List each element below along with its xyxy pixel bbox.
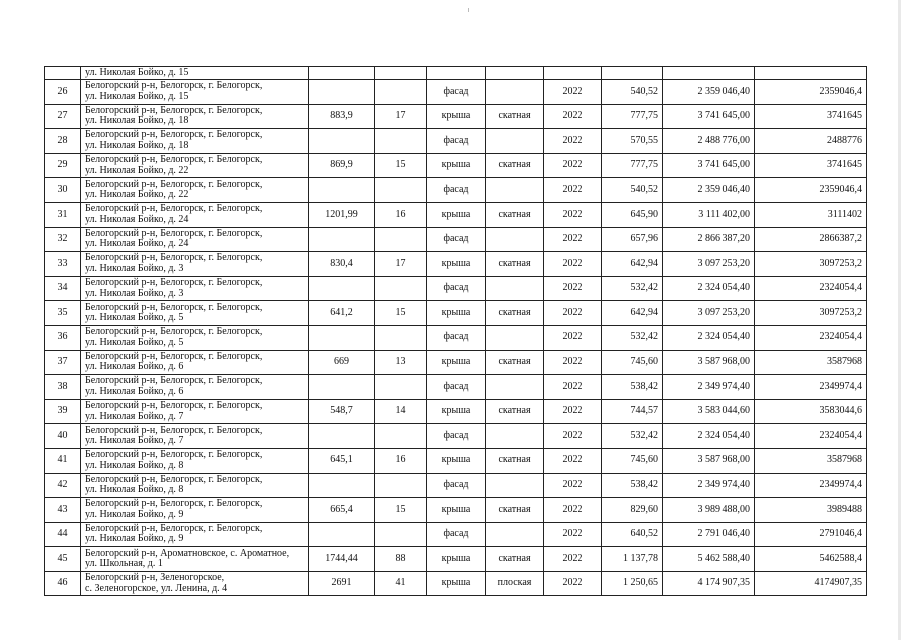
element-cell: фасад [427,325,486,350]
unit-price-cell: 540,52 [602,80,663,105]
table-row [45,104,867,129]
sum-cell: 4174907,35 [755,571,867,596]
unit-price-cell: 642,94 [602,301,663,326]
area-cell [309,276,375,301]
area-cell [309,473,375,498]
address-cell [81,202,309,227]
unit-price-cell: 540,52 [602,178,663,203]
address-cell [81,227,309,252]
address-line-2: ул. Николая Бойко, д. 24 [85,213,189,225]
roof-type-cell [486,424,544,449]
table-row [45,498,867,523]
year-cell: 2022 [544,399,602,424]
total-cost-cell: 3 097 253,20 [663,252,755,277]
unit-price-cell: 532,42 [602,276,663,301]
address-line-2: ул. Николая Бойко, д. 5 [85,336,184,348]
floors-cell: 15 [375,301,427,326]
total-cost-cell: 2 324 054,40 [663,424,755,449]
table-row [45,424,867,449]
total-cost-cell: 3 741 645,00 [663,153,755,178]
area-cell: 869,9 [309,153,375,178]
address-line-2: ул. Николая Бойко, д. 3 [85,287,184,299]
element-cell: фасад [427,129,486,154]
address-cell [81,153,309,178]
total-cost-cell: 3 989 488,00 [663,498,755,523]
unit-price-cell: 745,60 [602,448,663,473]
row-number: 30 [45,178,81,203]
address-cell [81,104,309,129]
unit-price-cell: 570,55 [602,129,663,154]
address-cell [81,325,309,350]
table-row [45,301,867,326]
address-cell [81,547,309,572]
total-cost-cell: 3 587 968,00 [663,350,755,375]
address-cell [81,571,309,596]
element-cell: фасад [427,80,486,105]
address-line-2: ул. Николая Бойко, д. 18 [85,139,189,151]
address-line-1: Белогорский р-н, Белогорск, г. Белогорск, [85,301,263,313]
total-cost-cell: 3 741 645,00 [663,104,755,129]
table-row [45,547,867,572]
scan-mark [468,8,469,12]
total-cost-cell: 2 488 776,00 [663,129,755,154]
sum-cell: 5462588,4 [755,547,867,572]
total-cost-cell: 3 587 968,00 [663,448,755,473]
sum-cell: 2324054,4 [755,325,867,350]
year-cell: 2022 [544,375,602,400]
row-number: 44 [45,522,81,547]
area-cell: 548,7 [309,399,375,424]
floors-cell [375,67,427,80]
address-cell [81,67,309,80]
unit-price-cell: 538,42 [602,473,663,498]
floors-cell: 17 [375,252,427,277]
total-cost-cell: 4 174 907,35 [663,571,755,596]
address-line-2: ул. Николая Бойко, д. 6 [85,385,184,397]
sum-cell: 2324054,4 [755,424,867,449]
row-number: 35 [45,301,81,326]
floors-cell: 13 [375,350,427,375]
area-cell [309,325,375,350]
floors-cell [375,276,427,301]
unit-price-cell: 777,75 [602,153,663,178]
element-cell: крыша [427,547,486,572]
address-cell [81,178,309,203]
row-number: 36 [45,325,81,350]
total-cost-cell: 2 349 974,40 [663,473,755,498]
address-cell [81,252,309,277]
element-cell: крыша [427,571,486,596]
row-number: 33 [45,252,81,277]
unit-price-cell: 642,94 [602,252,663,277]
element-cell [427,67,486,80]
floors-cell [375,375,427,400]
unit-price-cell: 532,42 [602,424,663,449]
sum-cell: 2359046,4 [755,178,867,203]
address-line-2: ул. Николая Бойко, д. 15 [85,66,189,78]
address-line-1: Белогорский р-н, Белогорск, г. Белогорск, [85,498,263,510]
floors-cell: 15 [375,498,427,523]
sum-cell: 2791046,4 [755,522,867,547]
address-line-2: ул. Николая Бойко, д. 7 [85,410,184,422]
table-row [45,252,867,277]
area-cell: 2691 [309,571,375,596]
address-line-1: Белогорский р-н, Белогорск, г. Белогорск, [85,104,263,116]
roof-type-cell [486,276,544,301]
roof-type-cell: скатная [486,350,544,375]
address-line-2: ул. Николая Бойко, д. 6 [85,361,184,373]
address-cell [81,301,309,326]
sum-cell: 3097253,2 [755,252,867,277]
floors-cell [375,325,427,350]
year-cell: 2022 [544,473,602,498]
area-cell: 830,4 [309,252,375,277]
floors-cell [375,129,427,154]
row-number: 28 [45,129,81,154]
element-cell: фасад [427,375,486,400]
area-cell [309,129,375,154]
address-line-1: Белогорский р-н, Белогорск, г. Белогорск, [85,424,263,436]
element-cell: крыша [427,252,486,277]
total-cost-cell: 2 324 054,40 [663,276,755,301]
address-line-1: Белогорский р-н, Белогорск, г. Белогорск, [85,80,263,92]
address-line-1: Белогорский р-н, Белогорск, г. Белогорск, [85,375,263,387]
row-number: 37 [45,350,81,375]
row-number: 26 [45,80,81,105]
address-line-2: ул. Николая Бойко, д. 15 [85,90,189,102]
roof-type-cell: скатная [486,202,544,227]
year-cell: 2022 [544,301,602,326]
row-number: 39 [45,399,81,424]
unit-price-cell [602,67,663,80]
area-cell [309,424,375,449]
year-cell: 2022 [544,252,602,277]
unit-price-cell: 538,42 [602,375,663,400]
year-cell: 2022 [544,547,602,572]
sum-cell: 2488776 [755,129,867,154]
unit-price-cell: 745,60 [602,350,663,375]
year-cell: 2022 [544,522,602,547]
area-cell: 669 [309,350,375,375]
table-row [45,227,867,252]
table-row [45,522,867,547]
element-cell: фасад [427,227,486,252]
table-row [45,202,867,227]
address-line-2: ул. Николая Бойко, д. 5 [85,312,184,324]
unit-price-cell: 829,60 [602,498,663,523]
row-number: 43 [45,498,81,523]
table-row [45,80,867,105]
address-line-1: Белогорский р-н, Белогорск, г. Белогорск, [85,178,263,190]
roof-type-cell [486,178,544,203]
sum-cell: 2349974,4 [755,473,867,498]
total-cost-cell: 2 866 387,20 [663,227,755,252]
year-cell: 2022 [544,276,602,301]
address-cell [81,350,309,375]
area-cell: 1744,44 [309,547,375,572]
floors-cell [375,227,427,252]
table-row [45,399,867,424]
address-line-1: Белогорский р-н, Белогорск, г. Белогорск, [85,277,263,289]
floors-cell: 14 [375,399,427,424]
row-number: 27 [45,104,81,129]
address-line-1: Белогорский р-н, Белогорск, г. Белогорск, [85,203,263,215]
floors-cell: 17 [375,104,427,129]
table-row [45,129,867,154]
roof-type-cell: скатная [486,448,544,473]
address-line-1: Белогорский р-н, Белогорск, г. Белогорск, [85,326,263,338]
element-cell: фасад [427,178,486,203]
area-cell [309,80,375,105]
area-cell: 1201,99 [309,202,375,227]
repair-schedule-table [44,66,867,596]
table-row [45,448,867,473]
address-line-1: Белогорский р-н, Белогорск, г. Белогорск, [85,400,263,412]
row-number: 46 [45,571,81,596]
address-cell [81,522,309,547]
address-cell [81,448,309,473]
area-cell [309,67,375,80]
address-cell [81,375,309,400]
total-cost-cell: 2 791 046,40 [663,522,755,547]
roof-type-cell [486,522,544,547]
unit-price-cell: 1 250,65 [602,571,663,596]
floors-cell [375,178,427,203]
floors-cell [375,473,427,498]
row-number: 32 [45,227,81,252]
element-cell: фасад [427,522,486,547]
table-row [45,473,867,498]
address-cell [81,473,309,498]
floors-cell: 16 [375,448,427,473]
address-line-2: ул. Николая Бойко, д. 3 [85,262,184,274]
roof-type-cell [486,67,544,80]
address-line-2: ул. Николая Бойко, д. 9 [85,508,184,520]
element-cell: крыша [427,301,486,326]
address-line-1: Белогорский р-н, Белогорск, г. Белогорск, [85,129,263,141]
address-line-2: ул. Николая Бойко, д. 8 [85,484,184,496]
roof-type-cell [486,375,544,400]
sum-cell: 3111402 [755,202,867,227]
address-cell [81,129,309,154]
row-number: 45 [45,547,81,572]
total-cost-cell: 3 583 044,60 [663,399,755,424]
element-cell: крыша [427,399,486,424]
address-line-1: Белогорский р-н, Зеленогорское, [85,572,225,584]
address-line-2: ул. Николая Бойко, д. 8 [85,459,184,471]
row-number: 38 [45,375,81,400]
address-line-1: Белогорский р-н, Белогорск, г. Белогорск, [85,350,263,362]
roof-type-cell: скатная [486,498,544,523]
area-cell [309,522,375,547]
total-cost-cell: 2 349 974,40 [663,375,755,400]
table-row [45,375,867,400]
element-cell: фасад [427,473,486,498]
table-row [45,350,867,375]
sum-cell: 3583044,6 [755,399,867,424]
address-line-1: Белогорский р-н, Белогорск, г. Белогорск, [85,473,263,485]
area-cell: 665,4 [309,498,375,523]
roof-type-cell [486,80,544,105]
year-cell [544,67,602,80]
year-cell: 2022 [544,227,602,252]
row-number: 29 [45,153,81,178]
area-cell [309,375,375,400]
unit-price-cell: 532,42 [602,325,663,350]
address-line-2: ул. Николая Бойко, д. 22 [85,189,189,201]
sum-cell: 3741645 [755,153,867,178]
total-cost-cell: 2 359 046,40 [663,178,755,203]
address-line-1: Белогорский р-н, Белогорск, г. Белогорск, [85,252,263,264]
element-cell: крыша [427,104,486,129]
address-line-2: с. Зеленогорское, ул. Ленина, д. 4 [85,582,228,594]
address-line-1: Белогорский р-н, Белогорск, г. Белогорск, [85,522,263,534]
area-cell: 645,1 [309,448,375,473]
table-row [45,276,867,301]
address-cell [81,399,309,424]
element-cell: фасад [427,276,486,301]
area-cell: 641,2 [309,301,375,326]
total-cost-cell: 2 359 046,40 [663,80,755,105]
roof-type-cell [486,473,544,498]
total-cost-cell: 2 324 054,40 [663,325,755,350]
sum-cell: 2324054,4 [755,276,867,301]
address-cell [81,276,309,301]
roof-type-cell: скатная [486,301,544,326]
floors-cell [375,80,427,105]
floors-cell: 16 [375,202,427,227]
unit-price-cell: 777,75 [602,104,663,129]
roof-type-cell: скатная [486,547,544,572]
year-cell: 2022 [544,448,602,473]
table-row [45,325,867,350]
table-row [45,571,867,596]
roof-type-cell: скатная [486,104,544,129]
sum-cell: 3741645 [755,104,867,129]
year-cell: 2022 [544,202,602,227]
element-cell: крыша [427,202,486,227]
element-cell: фасад [427,424,486,449]
address-line-2: ул. Николая Бойко, д. 18 [85,115,189,127]
area-cell: 883,9 [309,104,375,129]
sum-cell: 3587968 [755,350,867,375]
element-cell: крыша [427,153,486,178]
row-number: 41 [45,448,81,473]
total-cost-cell: 3 111 402,00 [663,202,755,227]
unit-price-cell: 657,96 [602,227,663,252]
year-cell: 2022 [544,80,602,105]
sum-cell: 2866387,2 [755,227,867,252]
address-line-1: Белогорский р-н, Ароматновское, с. Ароматное, [85,547,290,559]
roof-type-cell: скатная [486,399,544,424]
area-cell [309,178,375,203]
element-cell: крыша [427,448,486,473]
address-line-2: ул. Николая Бойко, д. 24 [85,238,189,250]
year-cell: 2022 [544,178,602,203]
address-line-2: ул. Николая Бойко, д. 9 [85,533,184,545]
year-cell: 2022 [544,325,602,350]
element-cell: крыша [427,350,486,375]
sum-cell: 3587968 [755,448,867,473]
roof-type-cell: плоская [486,571,544,596]
year-cell: 2022 [544,153,602,178]
year-cell: 2022 [544,498,602,523]
year-cell: 2022 [544,129,602,154]
row-number: 34 [45,276,81,301]
address-line-1: Белогорский р-н, Белогорск, г. Белогорск, [85,227,263,239]
unit-price-cell: 645,90 [602,202,663,227]
area-cell [309,227,375,252]
table-row [45,178,867,203]
roof-type-cell [486,325,544,350]
roof-type-cell [486,129,544,154]
sum-cell [755,67,867,80]
address-cell [81,498,309,523]
address-cell [81,80,309,105]
address-line-2: ул. Николая Бойко, д. 22 [85,164,189,176]
address-line-2: ул. Школьная, д. 1 [85,558,163,570]
unit-price-cell: 744,57 [602,399,663,424]
roof-type-cell: скатная [486,153,544,178]
roof-type-cell: скатная [486,252,544,277]
year-cell: 2022 [544,571,602,596]
floors-cell [375,522,427,547]
year-cell: 2022 [544,104,602,129]
table-row [45,153,867,178]
roof-type-cell [486,227,544,252]
total-cost-cell: 3 097 253,20 [663,301,755,326]
page-edge [898,0,901,640]
floors-cell [375,424,427,449]
address-cell [81,424,309,449]
table-row [45,67,867,80]
unit-price-cell: 640,52 [602,522,663,547]
floors-cell: 15 [375,153,427,178]
sum-cell: 3989488 [755,498,867,523]
year-cell: 2022 [544,424,602,449]
total-cost-cell [663,67,755,80]
address-line-1: Белогорский р-н, Белогорск, г. Белогорск, [85,154,263,166]
year-cell: 2022 [544,350,602,375]
unit-price-cell: 1 137,78 [602,547,663,572]
element-cell: крыша [427,498,486,523]
row-number: 31 [45,202,81,227]
row-number [45,67,81,80]
sum-cell: 2349974,4 [755,375,867,400]
address-line-2: ул. Николая Бойко, д. 7 [85,435,184,447]
floors-cell: 88 [375,547,427,572]
row-number: 40 [45,424,81,449]
floors-cell: 41 [375,571,427,596]
address-line-1: Белогорский р-н, Белогорск, г. Белогорск, [85,449,263,461]
row-number: 42 [45,473,81,498]
sum-cell: 3097253,2 [755,301,867,326]
total-cost-cell: 5 462 588,40 [663,547,755,572]
sum-cell: 2359046,4 [755,80,867,105]
